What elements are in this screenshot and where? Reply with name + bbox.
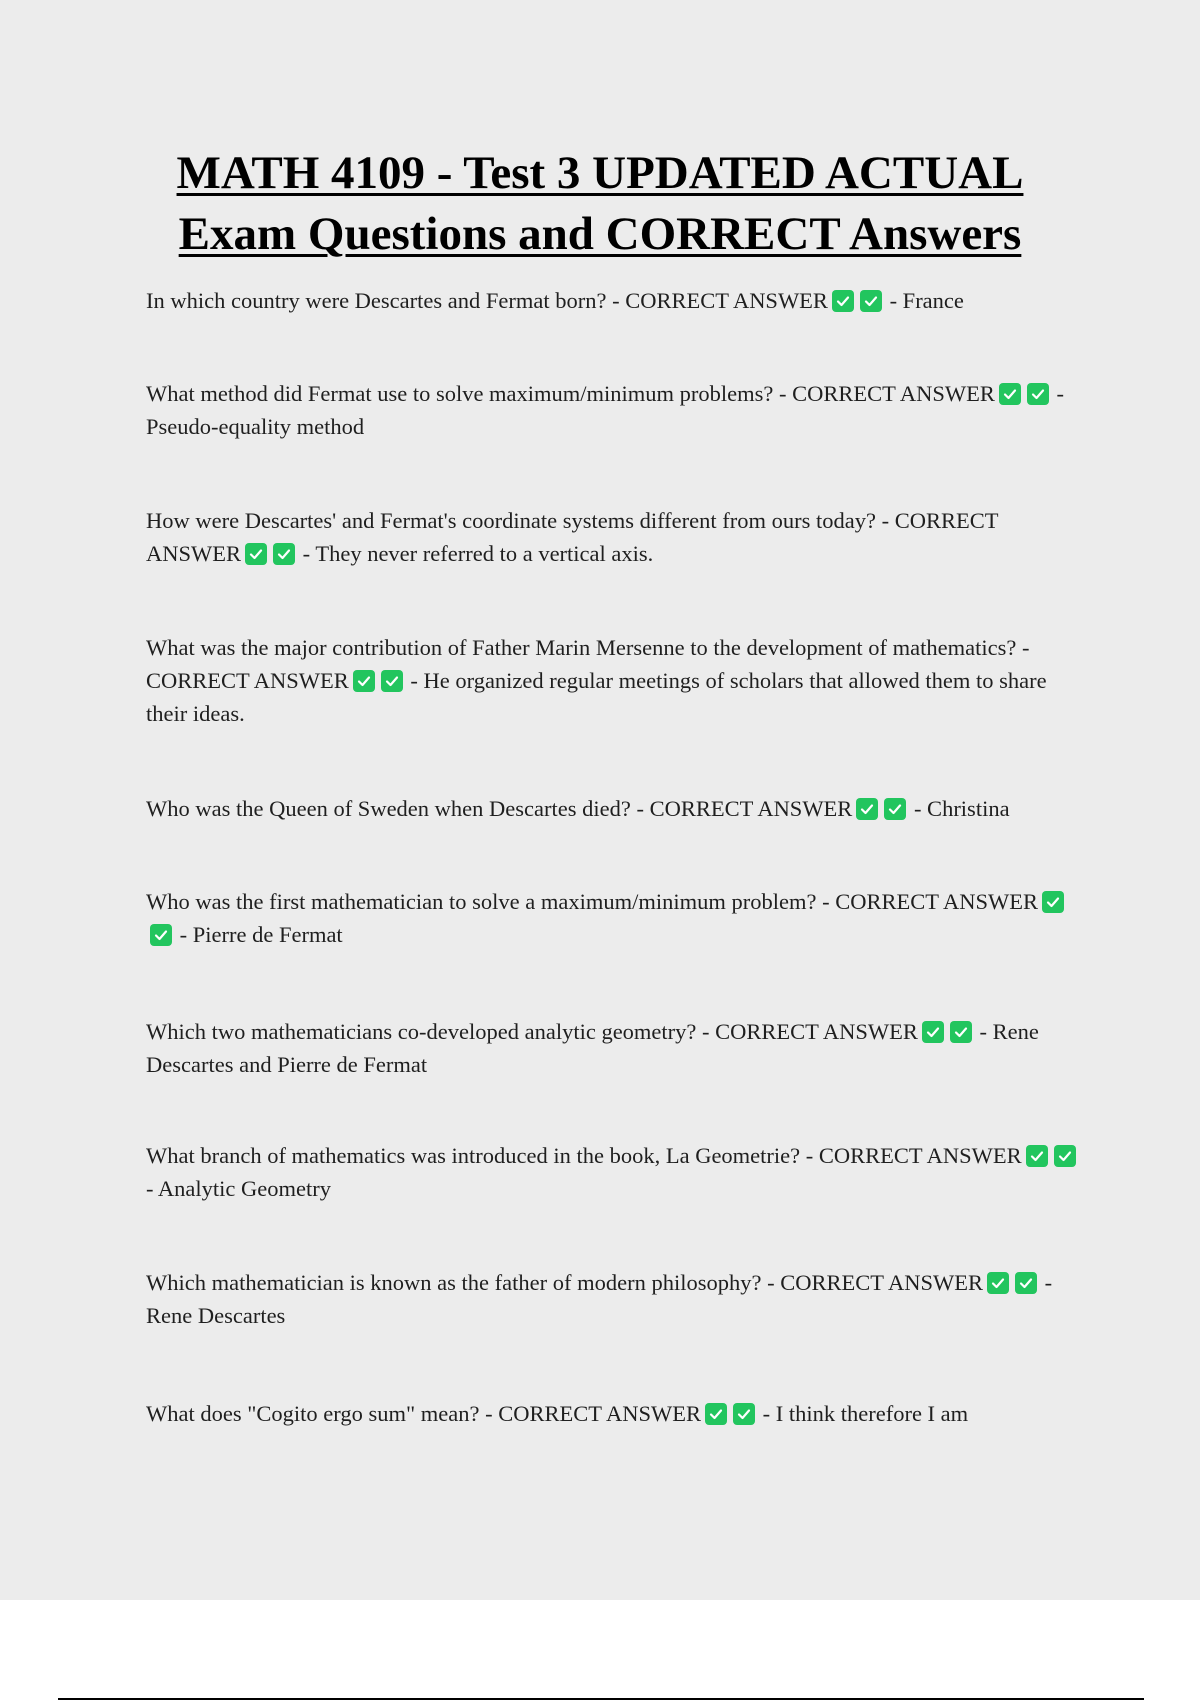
check-mark-icon — [856, 798, 878, 820]
answer-text: - They never referred to a vertical axis. — [302, 541, 654, 566]
question-text: Who was the Queen of Sweden when Descartes died? — [146, 796, 631, 821]
check-mark-icon — [832, 290, 854, 312]
correct-answer-label: - CORRECT ANSWER — [146, 635, 1030, 693]
check-mark-icon — [245, 543, 267, 565]
qa-item — [146, 1397, 1086, 1430]
qa-item — [146, 1015, 1086, 1081]
qa-item — [146, 377, 1086, 443]
document-title — [0, 143, 1200, 265]
question-text: What method did Fermat use to solve maximum/minimum problems? — [146, 381, 774, 406]
check-mark-icon — [999, 383, 1021, 405]
answer-text: - Rene Descartes and Pierre de Fermat — [146, 1019, 1039, 1077]
check-mark-icon — [1054, 1145, 1076, 1167]
answer-text: - Rene Descartes — [146, 1270, 1053, 1328]
qa-item — [146, 792, 1086, 825]
check-mark-icon — [353, 670, 375, 692]
title-line-1: MATH 4109 - Test 3 UPDATED ACTUAL — [176, 147, 1024, 199]
question-text: Which two mathematicians co-developed analytic geometry? — [146, 1019, 697, 1044]
answer-text: - He organized regular meetings of scholars that allowed them to share their ideas. — [146, 668, 1047, 726]
correct-answer-label: - CORRECT ANSWER — [822, 889, 1038, 914]
question-text: What branch of mathematics was introduced in the book, La Geometrie? — [146, 1143, 801, 1168]
correct-answer-label: - CORRECT ANSWER — [767, 1270, 983, 1295]
check-mark-icon — [733, 1403, 755, 1425]
check-mark-icon — [1027, 383, 1049, 405]
answer-text: - Christina — [913, 796, 1010, 821]
answer-text: - France — [889, 288, 964, 313]
question-text: In which country were Descartes and Fermat born? — [146, 288, 607, 313]
correct-answer-label: - CORRECT ANSWER — [805, 1143, 1022, 1168]
check-mark-icon — [987, 1272, 1009, 1294]
correct-answer-label: - CORRECT ANSWER — [485, 1401, 701, 1426]
answer-text: - Pseudo-equality method — [146, 381, 1065, 439]
check-mark-icon — [1015, 1272, 1037, 1294]
question-text: What does "Cogito ergo sum" mean? — [146, 1401, 480, 1426]
check-mark-icon — [150, 924, 172, 946]
question-text: Who was the first mathematician to solve a maximum/minimum problem? — [146, 889, 817, 914]
correct-answer-label: - CORRECT ANSWER — [636, 796, 853, 821]
correct-answer-label: - CORRECT ANSWER — [612, 288, 828, 313]
question-text: Which mathematician is known as the father of modern philosophy? — [146, 1270, 762, 1295]
check-mark-icon — [1042, 891, 1064, 913]
qa-item — [146, 631, 1086, 730]
check-mark-icon — [273, 543, 295, 565]
check-mark-icon — [1026, 1145, 1048, 1167]
qa-item — [146, 284, 1086, 317]
check-mark-icon — [950, 1021, 972, 1043]
question-text: What was the major contribution of Father Marin Mersenne to the development of mathematics? — [146, 635, 1017, 660]
correct-answer-label: - CORRECT ANSWER — [702, 1019, 918, 1044]
qa-item — [146, 885, 1086, 951]
check-mark-icon — [860, 290, 882, 312]
correct-answer-label: - CORRECT ANSWER — [146, 508, 999, 566]
check-mark-icon — [705, 1403, 727, 1425]
qa-item — [146, 1139, 1086, 1205]
title-line-2: Exam Questions and CORRECT Answers — [178, 208, 1022, 260]
check-mark-icon — [922, 1021, 944, 1043]
check-mark-icon — [884, 798, 906, 820]
qa-item — [146, 504, 1086, 570]
answer-text: - I think therefore I am — [762, 1401, 969, 1426]
question-text: How were Descartes' and Fermat's coordinate systems different from ours today? — [146, 508, 876, 533]
answer-text: - Analytic Geometry — [146, 1176, 331, 1201]
qa-item — [146, 1266, 1086, 1332]
title-block — [0, 143, 1200, 265]
check-mark-icon — [381, 670, 403, 692]
correct-answer-label: - CORRECT ANSWER — [779, 381, 995, 406]
answer-text: - Pierre de Fermat — [179, 922, 343, 947]
